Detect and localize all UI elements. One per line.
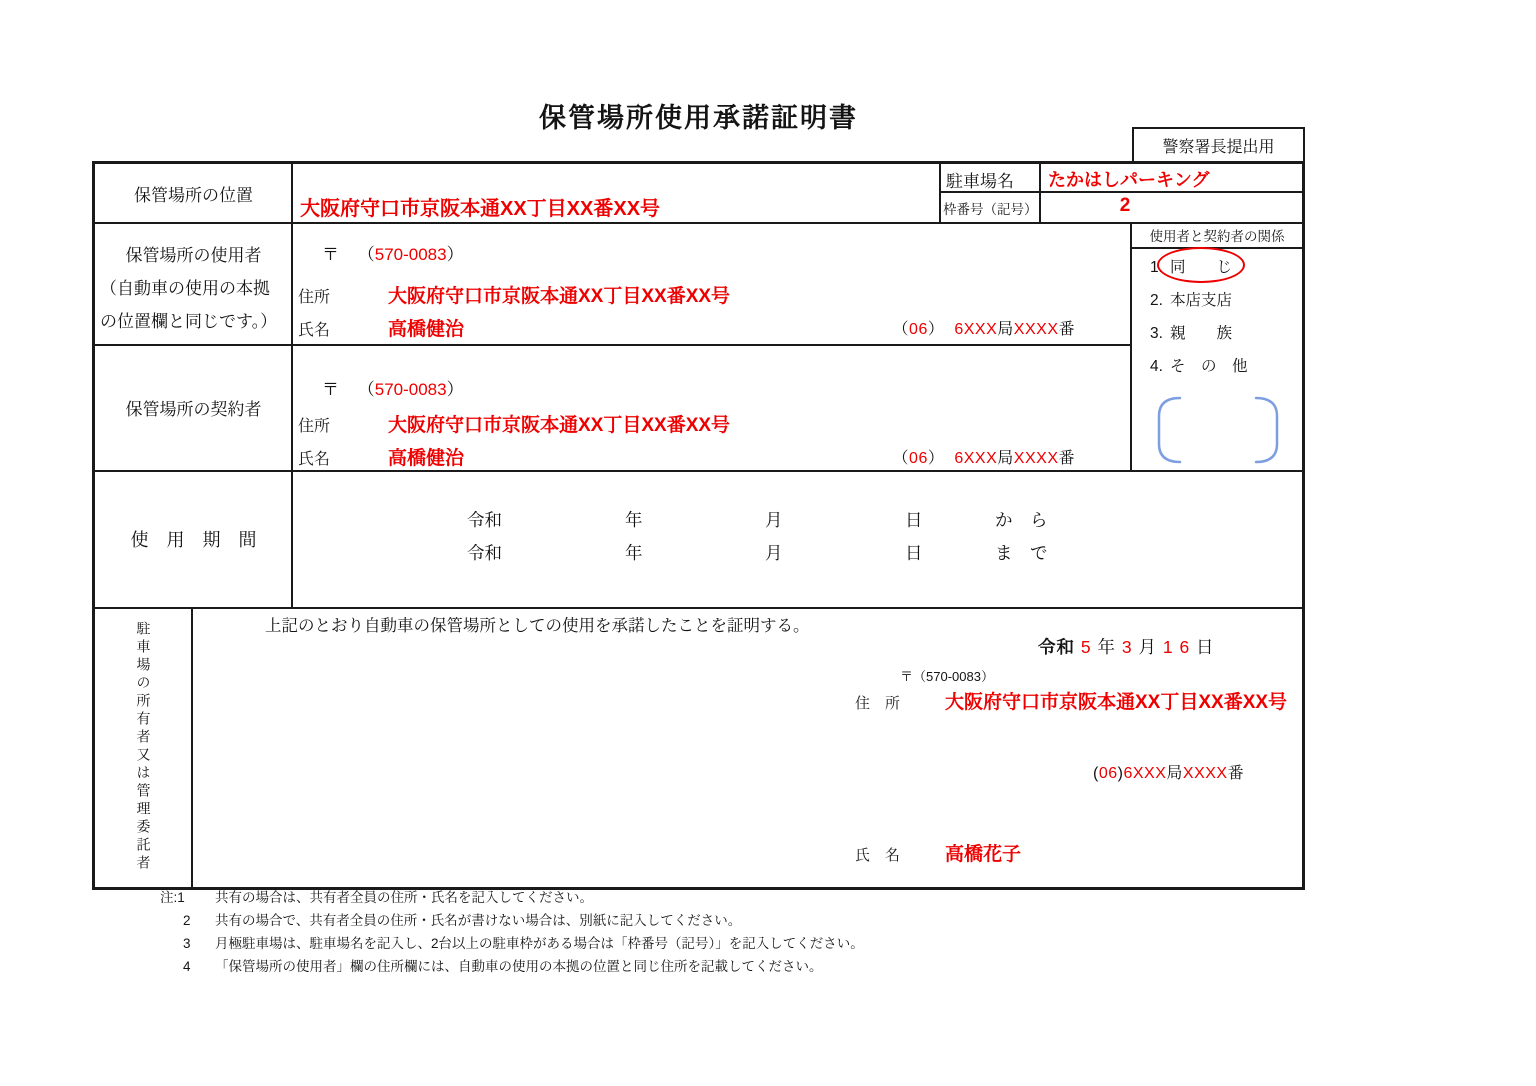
phone-part1: 6XXX [954,450,998,467]
footnotes [160,886,1300,978]
phone-area: 06 [909,450,928,467]
relation-item-label: そ の 他 [1169,358,1248,375]
footnote-row [160,955,1300,978]
user-fields [292,223,1130,344]
phone-paren: ( [1093,765,1099,782]
footnote-row [160,886,1300,909]
owner-name-value: 高橋花子 [945,844,1022,865]
phone-part2: XXXX [1182,765,1228,782]
phone-part1: 6XXX [1123,765,1167,782]
phone-paren: ) [1117,765,1124,782]
relation-item-relative [1150,321,1232,343]
postal-mark-icon: 〒 [322,245,339,264]
owner-postal: 〒（570-0083） [900,669,994,684]
phone-part2: XXXX [1013,321,1059,338]
owner-address-label: 住 所 [855,695,901,712]
relation-item-number: 2. [1150,292,1163,309]
page-title: 保管場所使用承諾証明書 [539,103,858,133]
phone-part2: XXXX [1013,450,1059,467]
footnote-number: 3 [183,936,191,951]
phone-paren: （ [892,450,910,467]
phone-kyoku: 局 [1166,765,1183,782]
postal-paren: ） [446,380,464,399]
user-postal-code: 570-0083 [374,245,447,264]
user-address-label: 住所 [298,289,331,306]
user-label-line2: （自動車の使用の本拠 [100,279,270,298]
month-label: 月 [765,510,783,530]
contractor-name-line [298,443,464,470]
relation-item-number: 1. [1150,259,1163,276]
user-label-line3: の位置欄と同じです。） [100,312,278,331]
user-address-value: 大阪府守口市京阪本通XX丁目XX番XX号 [388,286,731,307]
relation-box [1132,222,1302,470]
date-day-unit: 日 [1196,637,1215,657]
contractor-address-label: 住所 [298,418,331,435]
date-era: 令和 [1038,637,1075,657]
certify-statement: 上記のとおり自動車の保管場所としての使用を承諾したことを証明する。 [265,617,810,635]
year-label: 年 [625,543,643,563]
postal-paren: （ [357,380,375,399]
from-label: か ら [995,510,1048,530]
month-label: 月 [765,543,783,563]
user-postal-line [322,240,464,265]
red-circle-mark [1157,247,1245,283]
period-label: 使 用 期 間 [130,529,257,550]
certify-date [1038,634,1215,659]
police-submission-box [1132,127,1305,163]
form-table [92,161,1305,890]
owner-name-line [855,839,1021,866]
owner-name-label: 氏 名 [855,847,901,864]
user-phone [893,316,1075,339]
slot-number-label: 枠番号（記号） [943,202,1038,217]
footnote-text: 「保管場所の使用者」欄の住所欄には、自動車の使用の本拠の位置と同じ住所を記載してください。 [215,959,823,974]
contractor-fields [292,344,1130,470]
contractor-phone [893,445,1075,468]
user-name-label: 氏名 [298,322,331,339]
relation-item-other [1150,354,1247,376]
phone-ban: 番 [1227,765,1245,782]
footnote-text: 月極駐車場は、駐車場名を記入し、2台以上の駐車枠がある場合は「枠番号（記号）」を記入してください。 [215,936,864,951]
slot-number-value: 2 [1119,195,1131,216]
location-label: 保管場所の位置 [134,185,253,205]
user-address-line [298,281,730,308]
relation-item-label: 同 じ [1169,259,1232,276]
phone-kyoku: 局 [997,321,1014,338]
footnote-text: 共有の場合は、共有者全員の住所・氏名を記入してください。 [215,890,593,905]
contractor-name-value: 高橋健治 [388,448,465,469]
relation-header: 使用者と契約者の関係 [1132,222,1302,249]
contractor-address-value: 大阪府守口市京阪本通XX丁目XX番XX号 [388,415,731,436]
phone-ban: 番 [1058,450,1075,467]
date-month-value: 3 [1121,637,1133,657]
postal-paren: （ [357,245,375,264]
owner-address-line [855,687,1287,714]
phone-paren: ） [927,450,945,467]
era-label: 令和 [467,543,502,563]
to-label: ま で [995,543,1048,563]
parking-name-value: たかはしパーキング [1048,170,1210,190]
era-label: 令和 [467,510,502,530]
postal-mark-icon: 〒 [322,380,339,399]
footnote-row [160,932,1300,955]
footnote-text: 共有の場合で、共有者全員の住所・氏名が書けない場合は、別紙に記入してください。 [215,913,742,928]
contractor-postal-line [322,375,464,400]
phone-part1: 6XXX [954,321,998,338]
phone-paren: ） [927,321,945,338]
phone-area: 06 [909,321,928,338]
contractor-postal-code: 570-0083 [374,380,447,399]
phone-kyoku: 局 [997,450,1014,467]
year-label: 年 [625,510,643,530]
phone-ban: 番 [1058,321,1075,338]
phone-area: 06 [1098,765,1118,782]
owner-label-cell [95,607,192,887]
day-label: 日 [905,543,923,563]
owner-fields [192,607,1302,887]
footnote-number: 2 [183,913,191,928]
user-label-line1: 保管場所の使用者 [125,246,262,265]
user-name-line [298,314,464,341]
period-fields [292,470,1302,607]
parking-name-label: 駐車場名 [946,172,1014,191]
user-label [95,239,292,338]
date-day-value: 1 6 [1162,637,1191,657]
owner-label-vertical: 駐車場の所有者又は管理委託者 [135,621,152,873]
footnote-number: 注:1 [160,890,185,905]
relation-item-branch [1150,288,1232,310]
police-submission-label: 警察署長提出用 [1162,138,1275,156]
contractor-address-line [298,410,730,437]
owner-phone [1093,760,1244,783]
postal-paren: ） [446,245,464,264]
date-year-unit: 年 [1097,637,1116,657]
relation-item-same [1150,255,1232,277]
contractor-label: 保管場所の契約者 [125,399,262,419]
relation-selected [1170,255,1232,277]
footnote-row [160,909,1300,932]
date-month-unit: 月 [1138,637,1157,657]
relation-item-label: 親 族 [1169,325,1232,342]
blue-bracket-shape [1148,395,1288,465]
footnote-number: 4 [183,959,191,974]
date-year-value: 5 [1080,637,1092,657]
relation-item-label: 本店支店 [1169,292,1232,309]
phone-paren: （ [892,321,910,338]
contractor-name-label: 氏名 [298,451,331,468]
relation-item-number: 3. [1150,325,1163,342]
owner-address-value: 大阪府守口市京阪本通XX丁目XX番XX号 [945,692,1288,713]
relation-item-number: 4. [1150,358,1163,375]
location-address-value: 大阪府守口市京阪本通XX丁目XX番XX号 [300,198,661,220]
day-label: 日 [905,510,923,530]
user-name-value: 高橋健治 [388,319,465,340]
